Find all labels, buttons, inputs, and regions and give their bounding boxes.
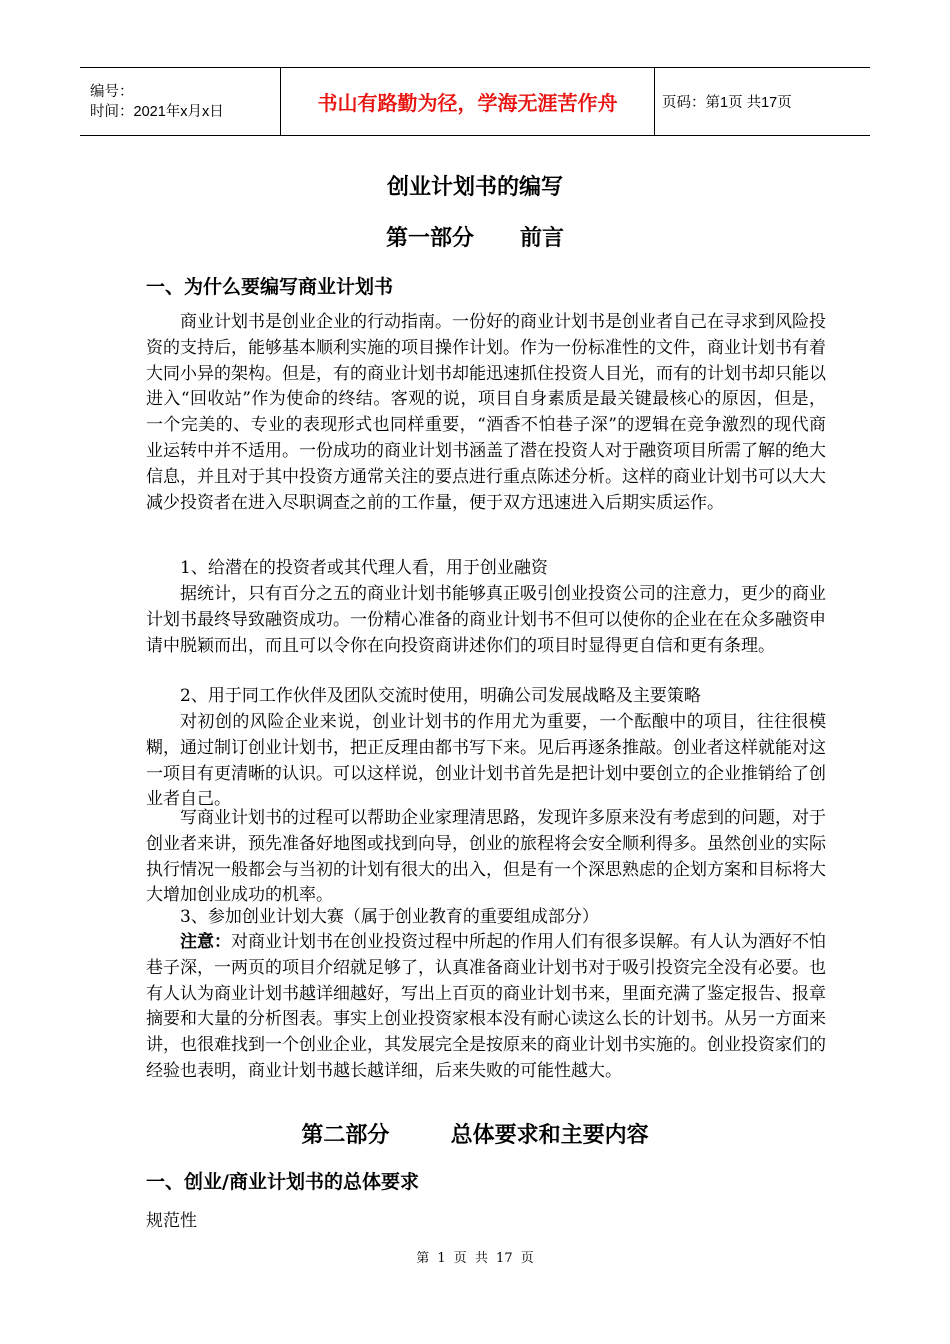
section2-heading: 一、创业/商业计划书的总体要求 (146, 1171, 419, 1193)
list-item-3: 3、参加创业计划大赛（属于创业教育的重要组成部分） (180, 907, 599, 927)
paragraph-1: 商业计划书是创业企业的行动指南。一份好的商业计划书是创业者自己在寻求到风险投资的支持后，能够基本顺利实施的项目操作计划。作为一份标准性的文件，商业计划书有着大同小异的架构。但是，有的商业计划书却能迅速抓住投资人目光，而有的计划书却只能以进入“回收站”作为使命的终结。客观的说，项目自身素质是最关键最核心的原因，但是，一个完美的、专业的表现形式也同样重要，“酒香不怕巷子深”的逻辑在竞争激烈的现代商业运转中并不适用。一份成功的商业计划书涵盖了潜在投资人对于融资项目所需了解的绝大信息，并且对于其中投资方通常关注的要点进行重点陈述分析。这样的商业计划书可以大大减少投资者在进入尽职调查之前的工作量，便于双方迅速进入后期实质运作。 (146, 312, 826, 513)
doc-number-label: 编号： (90, 83, 134, 100)
note-text: 对商业计划书在创业投资过程中所起的作用人们有很多误解。有人认为酒好不怕巷子深，一两页的项目介绍就足够了，认真准备商业计划书对于吸引投资完全没有必要。也有人认为商业计划书越详细越好，写出上百页的商业计划书来，里面充满了鉴定报告、报章摘要和大量的分析图表。事实上创业投资家根本没有耐心读这么长的计划书。从另一方面来讲，也很难找到一个创业企业，其发展完全是按原来的商业计划书实施的。创业投资家们的经验也表明，商业计划书越长越详细，后来失败的可能性越大。 (146, 932, 826, 1081)
note-paragraph (146, 930, 826, 1085)
motto-text: 书山有路勤为径，学海无涯苦作舟 (317, 91, 618, 115)
section1-heading: 一、为什么要编写商业计划书 (146, 276, 394, 298)
part1-title: 第一部分 前言 (386, 226, 564, 251)
page-footer: 第 1 页 共 17 页 (416, 1251, 534, 1266)
list-item-2: 2、用于同工作伙伴及团队交流时使用，明确公司发展战略及主要策略 (180, 686, 701, 706)
document-title: 创业计划书的编写 (386, 175, 563, 200)
doc-time-label: 时间：2021年x月x日 (90, 103, 224, 120)
header-meta (80, 68, 281, 135)
last-line: 规范性 (146, 1211, 197, 1231)
header-page-info (655, 68, 870, 135)
header-motto (281, 68, 655, 135)
paragraph-3: 对初创的风险企业来说，创业计划书的作用尤为重要，一个酝酿中的项目，往往很模糊，通过制订创业计划书，把正反理由都书写下来。见后再逐条推敲。创业者这样就能对这一项目有更清晰的认识。可以这样说，创业计划书首先是把计划中要创立的企业推销给了创业者自己。 (146, 712, 826, 810)
paragraph-4: 写商业计划书的过程可以帮助企业家理清思路，发现许多原来没有考虑到的问题，对于创业者来讲，预先准备好地图或找到向导，创业的旅程将会安全顺利得多。虽然创业的实际执行情况一般都会与当初的计划有很大的出入，但是有一个深思熟虑的企划方案和目标将大大增加创业成功的机率。 (146, 808, 826, 906)
part2-title: 第二部分 总体要求和主要内容 (301, 1123, 649, 1148)
page-info-text: 页码：第1页 共17页 (662, 95, 792, 111)
list-item-1: 1、给潜在的投资者或其代理人看，用于创业融资 (180, 558, 548, 578)
paragraph-2: 据统计，只有百分之五的商业计划书能够真正吸引创业投资公司的注意力，更少的商业计划书最终导致融资成功。一份精心准备的商业计划书不但可以使你的企业在在众多融资申请中脱颖而出，而且可以令你在向投资商讲述你们的项目时显得更自信和更有条理。 (146, 584, 826, 656)
page-header (80, 67, 870, 136)
note-label: 注意： (180, 932, 231, 952)
